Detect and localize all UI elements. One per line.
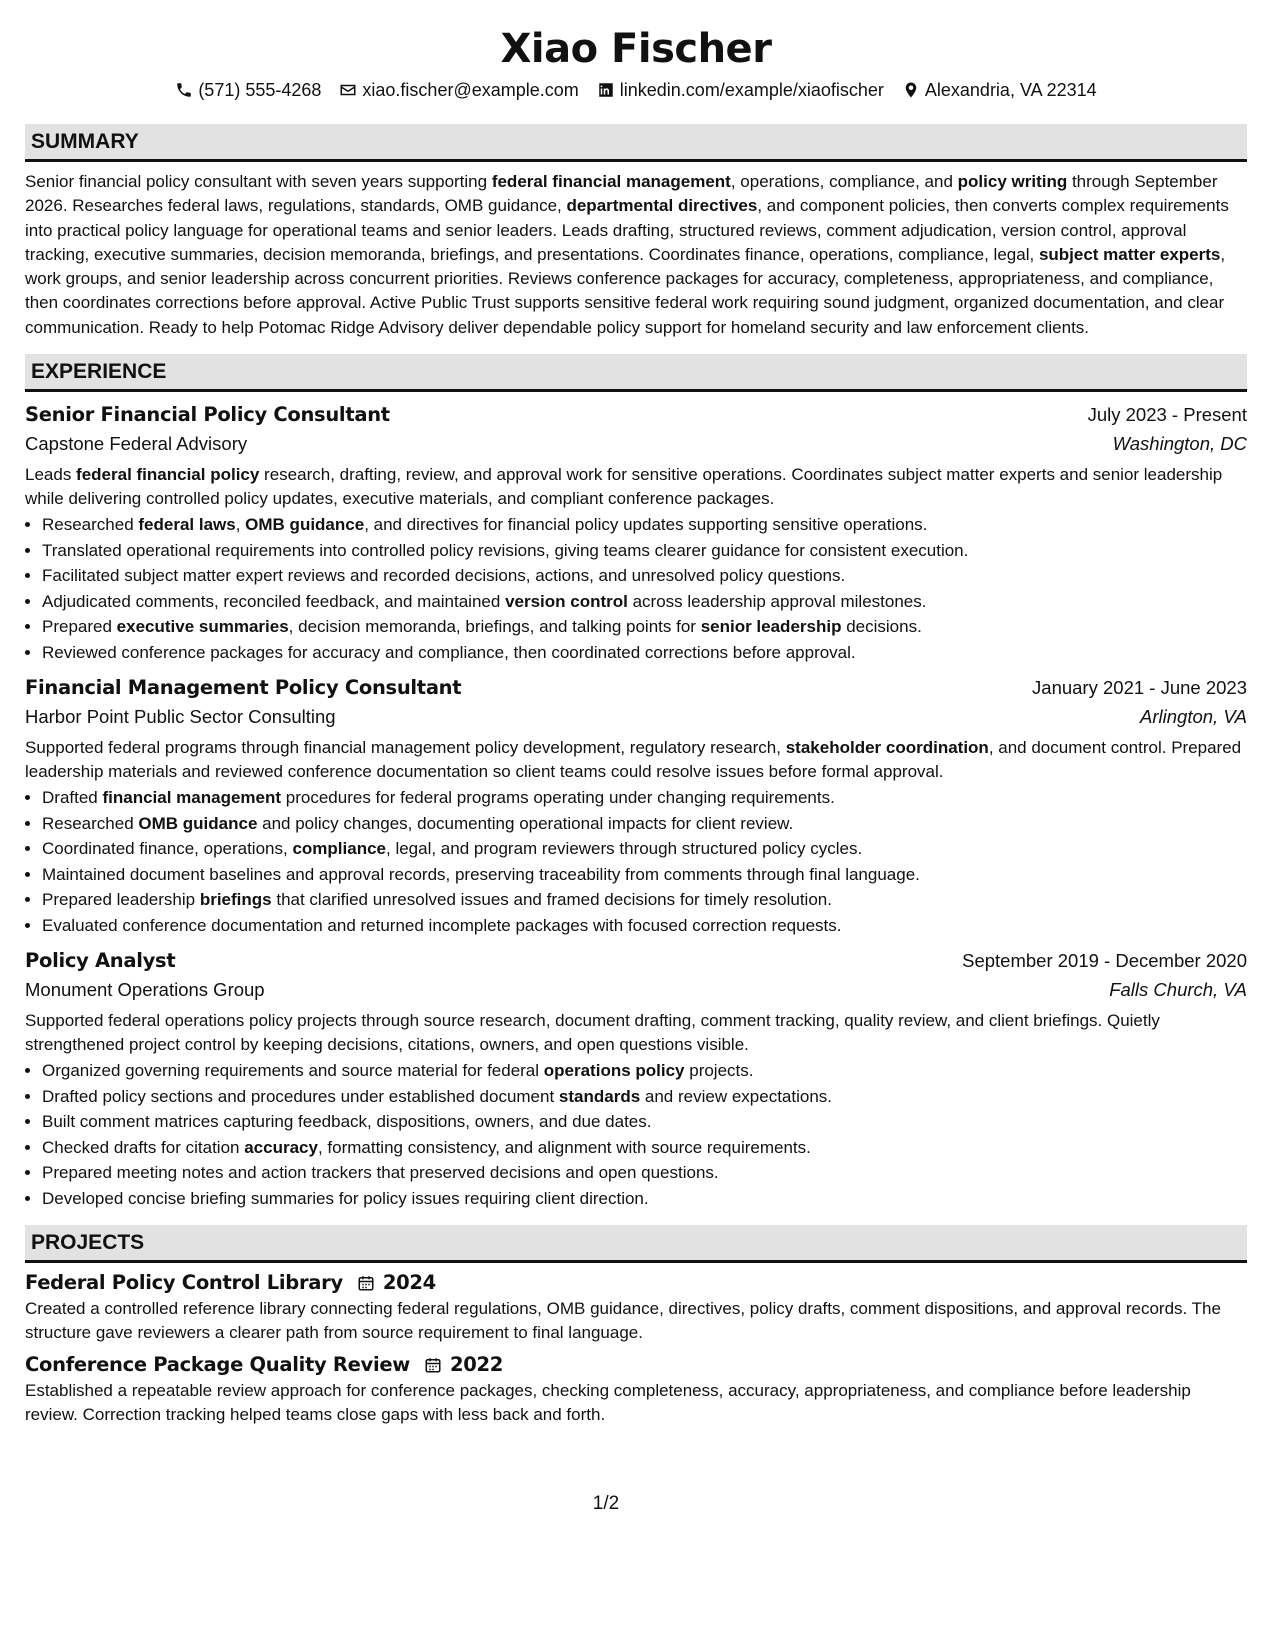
job-title: Senior Financial Policy Consultant bbox=[25, 403, 390, 427]
email-text: xiao.fischer@example.com bbox=[362, 80, 579, 100]
project-description: Established a repeatable review approach for conference packages, checking completeness, accuracy, appropriateness, and compliance before leadership review. Correction tracking helped teams close gaps with less back and forth. bbox=[25, 1381, 1191, 1425]
job-description: Leads federal financial policy research, drafting, review, and approval work for sensitive operations. Coordinates subject matter experts and senior leadership while delivering controlled policy updates, executive materials, and compliant conference packages. bbox=[25, 465, 1223, 509]
job-company-row bbox=[25, 429, 1247, 459]
summary-section bbox=[25, 124, 1247, 340]
project-list bbox=[25, 1269, 1247, 1427]
project-title-row bbox=[25, 1269, 1247, 1297]
job-bullet: • Researched federal laws, OMB guidance, and directives for financial policy updates supporting sensitive operations. bbox=[42, 512, 1247, 538]
job-bullet: • Organized governing requirements and source material for federal operations policy projects. bbox=[42, 1058, 1247, 1084]
resume-page bbox=[25, 20, 1247, 1427]
job-bullet: • Prepared executive summaries, decision memoranda, briefings, and talking points for senior leadership decisions. bbox=[42, 614, 1247, 640]
job-bullet: • Built comment matrices capturing feedback, dispositions, owners, and due dates. bbox=[42, 1109, 1247, 1135]
job-bullet: • Developed concise briefing summaries for policy issues requiring client direction. bbox=[42, 1186, 1247, 1212]
contact-email[interactable] bbox=[339, 78, 578, 102]
job-company: Harbor Point Public Sector Consulting bbox=[25, 706, 336, 728]
job-header-row bbox=[25, 674, 1247, 702]
calendar-icon bbox=[424, 1356, 442, 1374]
phone-text: (571) 555-4268 bbox=[198, 80, 322, 100]
projects-section bbox=[25, 1225, 1247, 1427]
job-bullet: • Drafted policy sections and procedures under established document standards and review expectations. bbox=[42, 1084, 1247, 1110]
project-entry bbox=[25, 1269, 1247, 1345]
job-bullet: • Coordinated finance, operations, compliance, legal, and program reviewers through structured policy cycles. bbox=[42, 836, 1247, 862]
project-description: Created a controlled reference library connecting federal regulations, OMB guidance, directives, policy drafts, comment dispositions, and approval records. The structure gave reviewers a clearer path from source requirement to final language. bbox=[25, 1299, 1221, 1343]
job-description: Supported federal operations policy projects through source research, document drafting, comment tracking, quality review, and client briefings. Quietly strengthened project control by keeping decisions, citations, owners, and open questions visible. bbox=[25, 1011, 1160, 1055]
project-title: Conference Package Quality Review bbox=[25, 1353, 410, 1377]
phone-icon bbox=[175, 81, 193, 99]
job-company: Monument Operations Group bbox=[25, 979, 265, 1001]
job-bullet: • Maintained document baselines and approval records, preserving traceability from comments through final language. bbox=[42, 862, 1247, 888]
job-dates: January 2021 - June 2023 bbox=[1032, 677, 1247, 699]
job-bullet: • Adjudicated comments, reconciled feedback, and maintained version control across leadership approval milestones. bbox=[42, 589, 1247, 615]
job-company-row bbox=[25, 975, 1247, 1005]
candidate-name: Xiao Fischer bbox=[500, 26, 772, 72]
calendar-icon bbox=[357, 1274, 375, 1292]
job-header-row bbox=[25, 401, 1247, 429]
summary-text: Senior financial policy consultant with seven years supporting federal financial management, operations, compliance, and policy writing through September 2026. Researches federal laws, regulations, standards, OMB guidance, departmental directives, and component policies, then converts complex requirements into practical policy language for operational teams and senior leaders. Leads drafting, structured reviews, comment adjudication, version control, approval tracking, executive summaries, decision memoranda, briefings, and presentations. Coordinates finance, operations, compliance, legal, subject matter experts, work groups, and senior leadership across concurrent priorities. Reviews conference packages for accuracy, completeness, appropriateness, and compliance, then coordinates corrections before approval. Active Public Trust supports sensitive federal work requiring sound judgment, organized documentation, and clear communication. Ready to help Potomac Ridge Advisory deliver dependable policy support for homeland security and law enforcement clients. bbox=[25, 172, 1229, 337]
job-location: Arlington, VA bbox=[1140, 706, 1247, 728]
contact-linkedin[interactable] bbox=[597, 78, 884, 102]
job-bullet: • Evaluated conference documentation and returned incomplete packages with focused correction requests. bbox=[42, 913, 1247, 939]
page-number: 1/2 bbox=[592, 1493, 620, 1514]
job-title: Policy Analyst bbox=[25, 949, 176, 973]
job-header-row bbox=[25, 947, 1247, 975]
job-bullet: • Drafted financial management procedures for federal programs operating under changing requirements. bbox=[42, 785, 1247, 811]
location-icon bbox=[902, 81, 920, 99]
linkedin-text: linkedin.com/example/xiaofischer bbox=[619, 80, 884, 100]
location-text: Alexandria, VA 22314 bbox=[924, 80, 1097, 100]
job-bullet: • Checked drafts for citation accuracy, formatting consistency, and alignment with source requirements. bbox=[42, 1135, 1247, 1161]
summary-heading: SUMMARY bbox=[25, 124, 1247, 162]
contact-phone bbox=[175, 78, 321, 102]
job-company-row bbox=[25, 702, 1247, 732]
project-year: 2022 bbox=[449, 1353, 504, 1377]
email-icon bbox=[339, 81, 357, 99]
job-bullet: • Facilitated subject matter expert reviews and recorded decisions, actions, and unresolved policy questions. bbox=[42, 563, 1247, 589]
job-company: Capstone Federal Advisory bbox=[25, 433, 248, 455]
job-bullets bbox=[25, 1058, 1247, 1211]
job-bullet: • Researched OMB guidance and policy changes, documenting operational impacts for client review. bbox=[42, 811, 1247, 837]
job-location: Falls Church, VA bbox=[1109, 979, 1247, 1001]
job-entry bbox=[25, 947, 1247, 1211]
project-year: 2024 bbox=[382, 1271, 436, 1295]
job-dates: July 2023 - Present bbox=[1087, 404, 1247, 426]
job-bullets bbox=[25, 512, 1247, 665]
job-bullet: • Prepared leadership briefings that clarified unresolved issues and framed decisions for timely resolution. bbox=[42, 887, 1247, 913]
project-title-row bbox=[25, 1351, 1247, 1379]
job-dates: September 2019 - December 2020 bbox=[962, 950, 1247, 972]
linkedin-icon bbox=[597, 81, 615, 99]
job-bullets bbox=[25, 785, 1247, 938]
job-bullet: • Translated operational requirements into controlled policy revisions, giving teams clearer guidance for consistent execution. bbox=[42, 538, 1247, 564]
experience-section bbox=[25, 354, 1247, 1211]
contact-location bbox=[902, 78, 1097, 102]
project-entry bbox=[25, 1351, 1247, 1427]
job-bullet: • Reviewed conference packages for accuracy and compliance, then coordinated corrections before approval. bbox=[42, 640, 1247, 666]
contact-bar bbox=[25, 78, 1247, 102]
job-description: Supported federal programs through financial management policy development, regulatory research, stakeholder coordination, and document control. Prepared leadership materials and reviewed conference documentation so client teams could resolve issues before formal approval. bbox=[25, 738, 1242, 782]
project-title: Federal Policy Control Library bbox=[25, 1271, 343, 1295]
job-entry bbox=[25, 674, 1247, 938]
job-entry bbox=[25, 401, 1247, 665]
job-location: Washington, DC bbox=[1112, 433, 1247, 455]
job-list bbox=[25, 401, 1247, 1211]
job-title: Financial Management Policy Consultant bbox=[25, 676, 462, 700]
experience-heading: EXPERIENCE bbox=[25, 354, 1247, 392]
job-bullet: • Prepared meeting notes and action trackers that preserved decisions and open questions. bbox=[42, 1160, 1247, 1186]
projects-heading: PROJECTS bbox=[25, 1225, 1247, 1263]
